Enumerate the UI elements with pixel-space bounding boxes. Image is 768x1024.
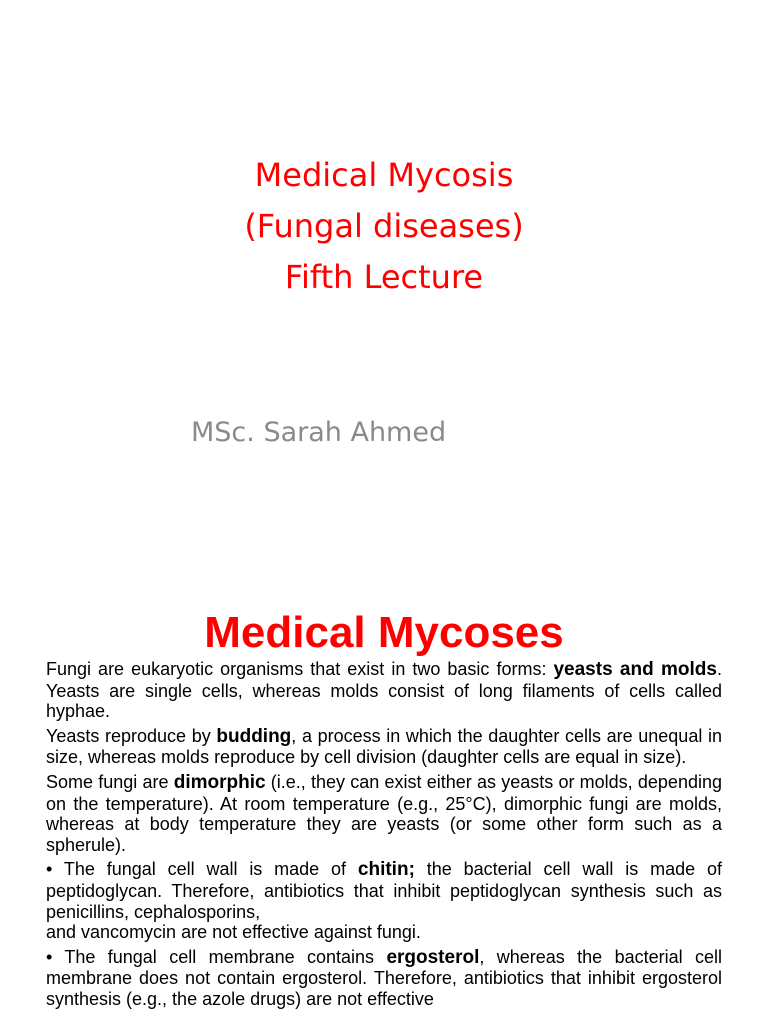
- text-run: . Yeasts are single cells, whereas molds consist of long filaments of cells called hyphae.: [46, 659, 722, 722]
- title-line-2: (Fungal diseases): [244, 207, 524, 245]
- text-run: (i.e., they can exist either as yeasts or molds, depending on the temperature). At room temperature (e.g., 25°C), dimorphic fungi are molds, whereas at body temperature they are yeasts (or some other form such as a spherule).: [46, 771, 722, 855]
- paragraph-forms: [46, 659, 722, 722]
- paragraph-vancomycin: and vancomycin are not effective against fungi.: [46, 922, 421, 943]
- title-line-1: Medical Mycosis: [254, 156, 514, 194]
- lecture-title: [0, 150, 768, 303]
- bold-term: chitin;: [357, 859, 415, 881]
- bold-term: yeasts and molds: [553, 659, 717, 680]
- bold-term: ergosterol: [386, 946, 480, 968]
- text-run: , a process in which the daughter cells are unequal in size, whereas molds reproduce by cell division (daughter cells are equal in size).: [46, 725, 722, 768]
- body-text: [46, 659, 722, 1014]
- bold-term: dimorphic: [173, 771, 266, 793]
- text-run: Some fungi are: [46, 771, 174, 792]
- author-name: MSc. Sarah Ahmed: [191, 417, 447, 448]
- section-heading: Medical Mycoses: [204, 608, 564, 657]
- paragraph-budding: [46, 726, 722, 768]
- text-run: • The fungal cell wall is made of: [46, 859, 358, 880]
- text-run: the bacterial cell wall is made of peptidoglycan. Therefore, antibiotics that inhibit peptidoglycan synthesis such as penicillins, cephalosporins,: [46, 859, 722, 922]
- text-run: Fungi are eukaryotic organisms that exist in two basic forms:: [46, 659, 554, 679]
- text-run: , whereas the bacterial cell membrane does not contain ergosterol. Therefore, antibiotics that inhibit ergosterol synthesis (e.g., the azole drugs) are not effective: [46, 946, 722, 1009]
- title-line-3: Fifth Lecture: [284, 258, 484, 296]
- bold-term: budding: [216, 725, 292, 747]
- paragraph-ergosterol: [46, 947, 722, 1010]
- paragraph-dimorphic: [46, 772, 722, 855]
- text-run: Yeasts reproduce by: [46, 725, 217, 746]
- paragraph-chitin: [46, 859, 722, 922]
- text-run: • The fungal cell membrane contains: [46, 946, 387, 967]
